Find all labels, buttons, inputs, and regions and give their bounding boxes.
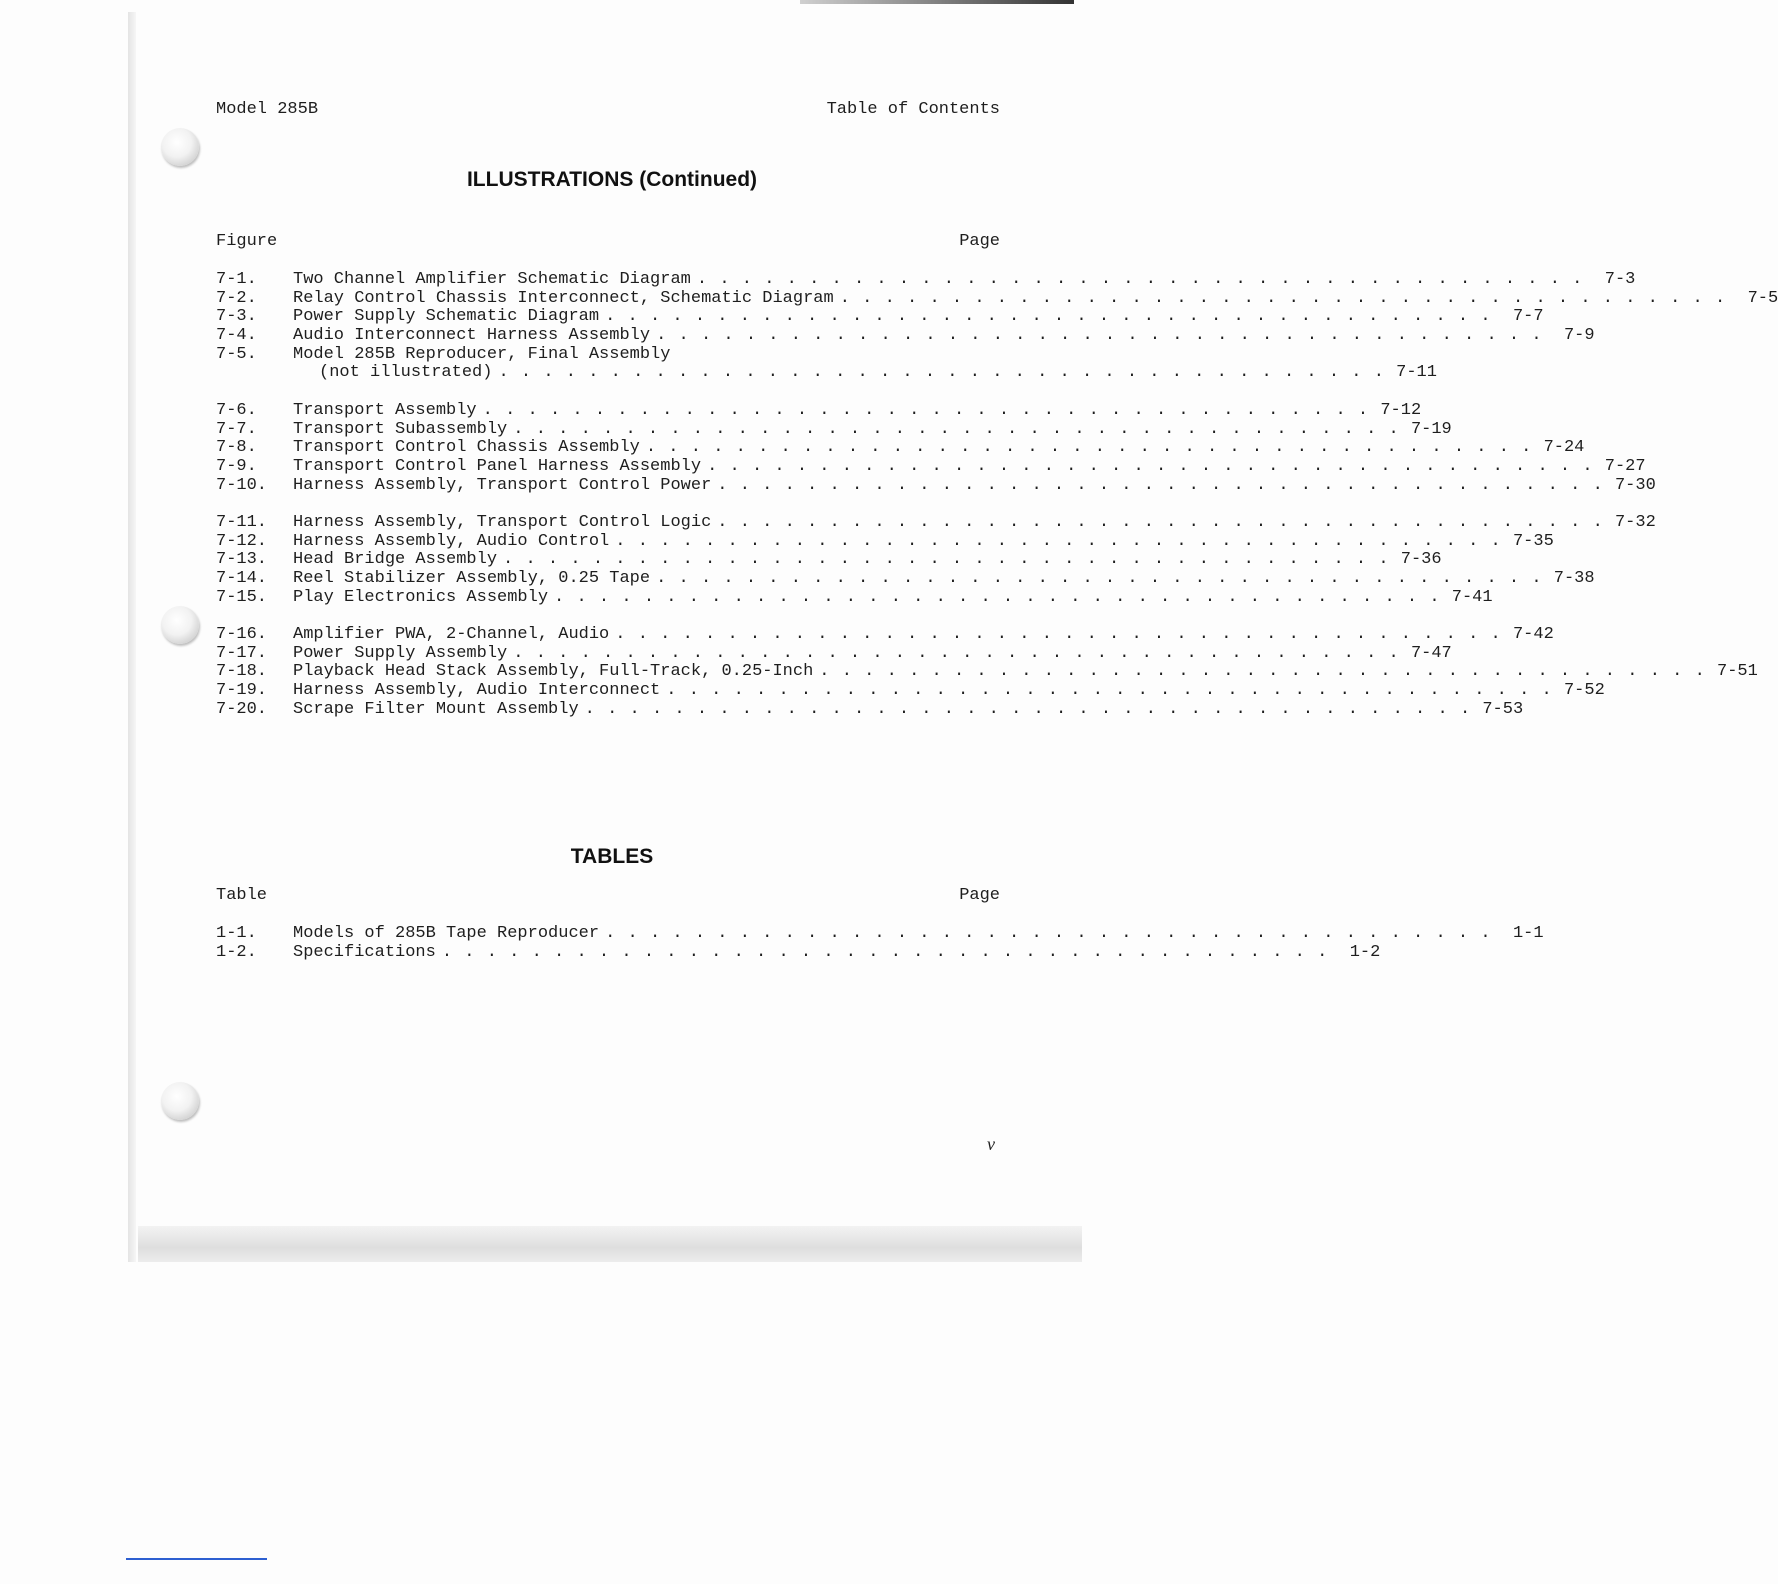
dot-leader: . . . . . . . . . . . . . . . . . . . . . . . . . . . . . . . . . . . . . . . . bbox=[707, 456, 1594, 476]
toc-entry bbox=[216, 625, 1554, 645]
entry-number: 7-18. bbox=[216, 662, 268, 682]
tables-heading: TABLES bbox=[570, 845, 654, 868]
entry-title: Model 285B Reproducer, Final Assembly bbox=[293, 344, 671, 364]
entry-title-continuation: (not illustrated) bbox=[319, 363, 493, 383]
entry-page: 7-7 bbox=[1512, 307, 1544, 327]
page-folio: v bbox=[987, 1134, 995, 1154]
entry-title: Transport Subassembly bbox=[293, 419, 508, 439]
entry-page: 7-12 bbox=[1380, 400, 1422, 420]
entry-number: 7-7. bbox=[216, 419, 257, 439]
illustrations-page-column-header: Page bbox=[959, 232, 1000, 251]
entry-number: 7-9. bbox=[216, 456, 257, 476]
entry-page: 7-32 bbox=[1614, 512, 1656, 532]
entry-page: 1-1 bbox=[1512, 924, 1544, 943]
entry-page: 7-3 bbox=[1604, 270, 1636, 289]
illustrations-list bbox=[216, 270, 1778, 720]
scan-bottom-band bbox=[138, 1226, 1082, 1262]
entry-number: 7-12. bbox=[216, 531, 268, 551]
toc-entry bbox=[216, 456, 1646, 477]
toc-entry bbox=[216, 307, 1544, 327]
entry-title: Reel Stabilizer Assembly, 0.25 Tape bbox=[293, 569, 651, 588]
entry-page: 7-27 bbox=[1604, 456, 1646, 476]
dot-leader: . . . . . . . . . . . . . . . . . . . . . . . . . . . . . . . . . . . . . . . . bbox=[554, 587, 1441, 607]
entry-title: Transport Control Panel Harness Assembly bbox=[293, 456, 702, 476]
entry-title: Play Electronics Assembly bbox=[293, 587, 549, 607]
entry-title: Harness Assembly, Transport Control Logic bbox=[293, 512, 712, 532]
entry-number: 7-1. bbox=[216, 270, 257, 289]
binding-edge bbox=[128, 12, 136, 1262]
toc-entry bbox=[216, 400, 1422, 421]
dot-leader: . . . . . . . . . . . . . . . . . . . . . . . . . . . . . . . . . . . . . . . . bbox=[605, 307, 1492, 327]
toc-entry bbox=[216, 550, 1442, 570]
toc-entry bbox=[216, 512, 1656, 533]
toc-entry bbox=[216, 643, 1452, 664]
running-head-right: Table of Contents bbox=[826, 100, 1000, 119]
entry-page: 1-2 bbox=[1349, 942, 1381, 962]
entry-title: Relay Control Chassis Interconnect, Schematic Diagram bbox=[293, 288, 834, 308]
entry-title: Playback Head Stack Assembly, Full-Track, 0.25-Inch bbox=[293, 662, 814, 682]
toc-entry bbox=[216, 681, 1605, 701]
dot-leader: . . . . . . . . . . . . . . . . . . . . . . . . . . . . . . . . . . . . . . . . bbox=[615, 625, 1502, 645]
bottom-link-rule bbox=[126, 1558, 267, 1560]
entry-number: 7-6. bbox=[216, 400, 257, 420]
dot-leader: . . . . . . . . . . . . . . . . . . . . . . . . . . . . . . . . . . . . . . . . bbox=[482, 400, 1370, 420]
entry-title: Scrape Filter Mount Assembly bbox=[293, 699, 579, 719]
table-column-header: Table bbox=[216, 886, 268, 905]
toc-entry bbox=[216, 419, 1452, 440]
entry-page: 7-38 bbox=[1553, 569, 1595, 588]
entry-title: Transport Control Chassis Assembly bbox=[293, 438, 640, 458]
toc-entry bbox=[216, 662, 1758, 682]
entry-page: 7-24 bbox=[1543, 438, 1585, 458]
group-spacer bbox=[216, 495, 1000, 514]
toc-entry bbox=[216, 699, 1524, 720]
entry-page: 7-19 bbox=[1410, 419, 1452, 439]
punch-hole-top bbox=[161, 128, 199, 166]
dot-leader: . . . . . . . . . . . . . . . . . . . . . . . . . . . . . . . . . . . . . . . . bbox=[605, 924, 1492, 943]
dot-leader: . . . . . . . . . . . . . . . . . . . . . . . . . . . . . . . . . . . . . . . . bbox=[656, 326, 1543, 346]
dot-leader: . . . . . . . . . . . . . . . . . . . . . . . . . . . . . . . . . . . . . . . . bbox=[666, 681, 1553, 701]
entry-number: 1-1. bbox=[216, 924, 257, 943]
toc-entry bbox=[216, 438, 1585, 458]
toc-entry bbox=[216, 942, 1381, 963]
dot-leader: . . . . . . . . . . . . . . . . . . . . . . . . . . . . . . . . . . . . . . . . bbox=[819, 662, 1706, 682]
entry-number: 7-19. bbox=[216, 681, 268, 701]
illustrations-heading: ILLUSTRATIONS (Continued) bbox=[466, 168, 758, 191]
entry-title: Two Channel Amplifier Schematic Diagram bbox=[293, 270, 691, 289]
entry-number: 7-10. bbox=[216, 475, 268, 495]
entry-title: Harness Assembly, Transport Control Power bbox=[293, 475, 712, 495]
dot-leader: . . . . . . . . . . . . . . . . . . . . . . . . . . . . . . . . . . . . . . . . bbox=[503, 550, 1390, 570]
dot-leader: . . . . . . . . . . . . . . . . . . . . . . . . . . . . . . . . . . . . . . . . bbox=[656, 569, 1543, 588]
entry-number: 1-2. bbox=[216, 942, 257, 962]
dot-leader: . . . . . . . . . . . . . . . . . . . . . . . . . . . . . . . . . . . . . . . . bbox=[717, 512, 1604, 532]
top-edge-rule bbox=[800, 0, 1074, 4]
entry-number: 7-16. bbox=[216, 625, 268, 645]
dot-leader: . . . . . . . . . . . . . . . . . . . . . . . . . . . . . . . . . . . . . . . . bbox=[696, 270, 1584, 289]
entry-page: 7-5 bbox=[1747, 288, 1778, 308]
entry-page: 7-11 bbox=[1396, 363, 1437, 383]
dot-leader: . . . . . . . . . . . . . . . . . . . . . . . . . . . . . . . . . . . . . . . . bbox=[645, 438, 1533, 458]
entry-page: 7-52 bbox=[1563, 681, 1605, 701]
entry-number: 7-4. bbox=[216, 326, 257, 346]
entry-page: 7-35 bbox=[1512, 531, 1554, 551]
toc-entry bbox=[216, 270, 1636, 290]
dot-leader: . . . . . . . . . . . . . . . . . . . . . . . . . . . . . . . . . . . . . . . . bbox=[615, 531, 1502, 551]
figure-column-header: Figure bbox=[216, 232, 278, 251]
entry-number: 7-17. bbox=[216, 643, 268, 663]
entry-title: Models of 285B Tape Reproducer bbox=[293, 924, 600, 943]
punch-hole-bottom bbox=[161, 1082, 199, 1120]
toc-entry-continuation bbox=[216, 363, 1437, 383]
entry-title: Transport Assembly bbox=[293, 400, 477, 420]
toc-entry bbox=[216, 326, 1595, 346]
entry-page: 7-42 bbox=[1512, 625, 1554, 645]
entry-number: 7-20. bbox=[216, 699, 268, 719]
entry-number: 7-8. bbox=[216, 438, 257, 458]
entry-title: Harness Assembly, Audio Control bbox=[293, 531, 610, 551]
punch-hole-middle bbox=[161, 606, 199, 644]
tables-page-column-header: Page bbox=[959, 886, 1000, 905]
entry-title: Amplifier PWA, 2-Channel, Audio bbox=[293, 625, 610, 645]
entry-number: 7-15. bbox=[216, 587, 268, 607]
entry-number-spacer bbox=[216, 364, 293, 383]
entry-page: 7-36 bbox=[1400, 550, 1442, 570]
toc-entry bbox=[216, 587, 1493, 608]
entry-page: 7-9 bbox=[1563, 326, 1595, 346]
tables-list bbox=[216, 924, 1544, 962]
group-spacer bbox=[216, 607, 1000, 626]
entry-page: 7-41 bbox=[1451, 587, 1493, 607]
entry-number: 7-5. bbox=[216, 344, 257, 364]
toc-entry bbox=[216, 288, 1778, 309]
dot-leader: . . . . . . . . . . . . . . . . . . . . . . . . . . . . . . . . . . . . . . . . bbox=[717, 475, 1604, 495]
entry-title: Harness Assembly, Audio Interconnect bbox=[293, 681, 661, 701]
entry-number: 7-13. bbox=[216, 550, 268, 570]
toc-entry bbox=[216, 924, 1544, 944]
entry-number: 7-2. bbox=[216, 288, 257, 308]
entry-title: Audio Interconnect Harness Assembly bbox=[293, 326, 651, 346]
toc-entry bbox=[216, 475, 1656, 496]
dot-leader: . . . . . . . . . . . . . . . . . . . . . . . . . . . . . . . . . . . . . . . . bbox=[498, 363, 1385, 383]
entry-number: 7-11. bbox=[216, 512, 268, 532]
toc-entry bbox=[216, 569, 1595, 589]
dot-leader: . . . . . . . . . . . . . . . . . . . . . . . . . . . . . . . . . . . . . . . . bbox=[441, 942, 1329, 962]
running-head-left: Model 285B bbox=[216, 100, 319, 119]
entry-page: 7-53 bbox=[1482, 699, 1524, 719]
entry-page: 7-47 bbox=[1410, 643, 1452, 663]
entry-page: 7-51 bbox=[1717, 662, 1758, 682]
entry-title: Power Supply Assembly bbox=[293, 643, 508, 663]
dot-leader: . . . . . . . . . . . . . . . . . . . . . . . . . . . . . . . . . . . . . . . . bbox=[513, 419, 1400, 439]
entry-title: Specifications bbox=[293, 942, 436, 962]
group-spacer bbox=[216, 383, 1000, 402]
entry-number: 7-14. bbox=[216, 569, 268, 588]
toc-entry bbox=[216, 531, 1554, 552]
dot-leader: . . . . . . . . . . . . . . . . . . . . . . . . . . . . . . . . . . . . . . . . bbox=[839, 288, 1727, 308]
entry-title: Head Bridge Assembly bbox=[293, 550, 498, 570]
entry-number: 7-3. bbox=[216, 307, 257, 327]
entry-title: Power Supply Schematic Diagram bbox=[293, 307, 600, 327]
dot-leader: . . . . . . . . . . . . . . . . . . . . . . . . . . . . . . . . . . . . . . . . bbox=[584, 699, 1472, 719]
dot-leader: . . . . . . . . . . . . . . . . . . . . . . . . . . . . . . . . . . . . . . . . bbox=[513, 643, 1400, 663]
entry-page: 7-30 bbox=[1614, 475, 1656, 495]
toc-entry bbox=[216, 346, 1000, 365]
